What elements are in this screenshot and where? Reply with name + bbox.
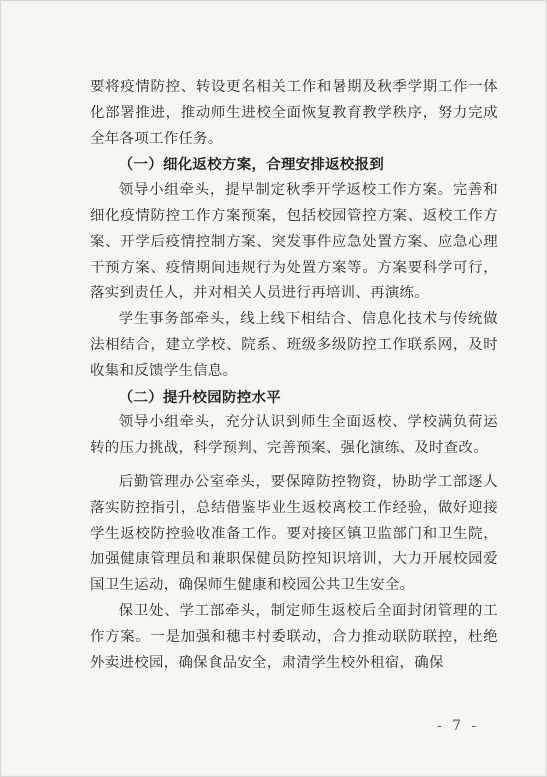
paragraph: 学生事务部牵头，线上线下相结合、信息化技术与传统做法相结合，建立学校、院系、班级多级防控工作联系网，及时收集和反馈学生信息。 bbox=[90, 311, 498, 379]
document-page bbox=[1, 1, 546, 776]
paragraph: 后勤管理办公室牵头，要保障防控物资，协助学工部逐人落实防控指引，总结借鉴毕业生返校离校工作经验，做好迎接学生返校防控验收准备工作。要对接区镇卫监部门和卫生院，加强健康管理员和兼职保健员防控知识培训，大力开展校园爱国卫生运动，确保师生健康和校园公共卫生安全。 bbox=[90, 473, 498, 594]
paragraph: 领导小组牵头，充分认识到师生全面返校、学校满负荷运转的压力挑战，科学预判、完善预案、强化演练、及时查改。 bbox=[90, 414, 498, 457]
paragraph-intro-continuation: 要将疫情防控、转设更名相关工作和暑期及秋季学期工作一体化部署推进，推动师生进校全面恢复教育教学秩序，努力完成全年各项工作任务。 bbox=[90, 79, 498, 147]
section-heading-2: （二）提升校园防控水平 bbox=[118, 388, 281, 406]
page-body bbox=[90, 75, 498, 676]
paragraph: 领导小组牵头，提早制定秋季开学返校工作方案。完善和细化疫情防控工作方案预案，包括校园管控方案、返校工作方案、开学后疫情控制方案、突发事件应急处置方案、应急心理干预方案、疫情期间违规行为处置方案等。方案要科学可行，落实到责任人，并对相关人员进行再培训、再演练。 bbox=[90, 182, 498, 302]
page-number: - 7 - bbox=[437, 718, 480, 734]
paragraph: 保卫处、学工部牵头，制定师生返校后全面封闭管理的工作方案。一是加强和穗丰村委联动，合力推动联防联控，杜绝外卖进校园，确保食品安全，肃清学生校外租宿，确保 bbox=[90, 602, 498, 671]
section-heading-1: （一）细化返校方案，合理安排返校报到 bbox=[118, 156, 385, 174]
